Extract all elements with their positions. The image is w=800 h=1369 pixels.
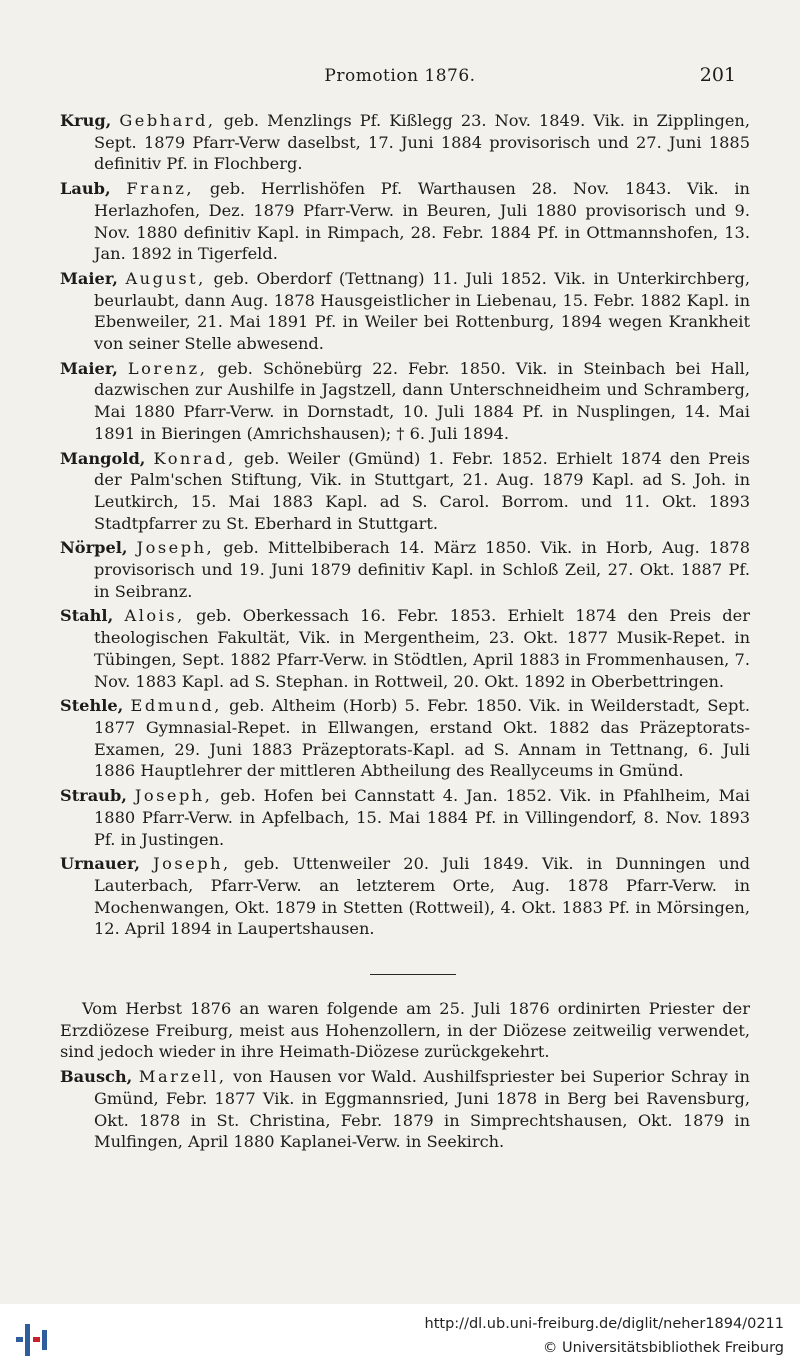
biography-entry bbox=[60, 1066, 750, 1153]
biography-entry bbox=[60, 695, 750, 782]
entry-text: geb. Uttenweiler 20. Juli 1849. Vik. in Dunningen und Lauterbach, Pfarr-Verw. an letzterem Orte, Aug. 1878 Pfarr-Verw. in Mochenwangen, Okt. 1879 in Stetten (Rottweil), 4. Okt. 1883 Pf. in Mörsingen, 12. April 1894 in Laupertshausen. bbox=[94, 854, 750, 939]
entry-surname: Maier, bbox=[60, 268, 118, 288]
entry-given-name: Marzell, bbox=[138, 1067, 227, 1087]
biography-entry bbox=[60, 537, 750, 602]
running-title: Promotion 1876. bbox=[324, 66, 476, 86]
entry-surname: Urnauer, bbox=[60, 854, 140, 874]
entry-text: geb. Weiler (Gmünd) 1. Febr. 1852. Erhielt 1874 den Preis der Palm'schen Stiftung, Vik. in Stuttgart, 21. Aug. 1879 Kapl. ad S. Joh. in Leutkirch, 15. Mai 1883 Kapl. ad S. Carol. Borrom. und 11. Okt. 1893 Stadtpfarrer zu St. Eberhard in Stuttgart. bbox=[94, 448, 750, 533]
entry-text: geb. Schönebürg 22. Febr. 1850. Vik. in Steinbach bei Hall, dazwischen zur Aushilfe in Jagstzell, dann Unterschneidheim und Schramberg, Mai 1880 Pfarr-Verw. in Dornstadt, 10. Juli 1884 Pf. in Nusplingen, 14. Mai 1891 in Bieringen (Amrichshausen); † 6. Juli 1894. bbox=[94, 358, 750, 443]
entry-given-name: Joseph, bbox=[134, 786, 213, 806]
entry-text: geb. Mittelbiberach 14. März 1850. Vik. in Horb, Aug. 1878 provisorisch und 19. Juni 1879 definitiv Kapl. in Schloß Zeil, 27. Okt. 1887 Pf. in Seibranz. bbox=[94, 538, 750, 601]
university-library-logo-icon bbox=[14, 1320, 54, 1360]
entry-given-name: Joseph, bbox=[153, 854, 231, 874]
page-header bbox=[0, 64, 800, 94]
permalink-url-link[interactable]: http://dl.ub.uni-freiburg.de/diglit/neher1894/0211 bbox=[424, 1316, 784, 1332]
entry-given-name: Franz, bbox=[126, 179, 195, 199]
biography-entry bbox=[60, 853, 750, 940]
entry-text: geb. Altheim (Horb) 5. Febr. 1850. Vik. in Weilderstadt, Sept. 1877 Gymnasial-Repet. in Ellwangen, erstand Okt. 1882 das Präzeptorats-Examen, 29. Juni 1883 Präzeptorats-Kapl. ad S. Annam in Tettnang, 6. Juli 1886 Hauptlehrer der mittleren Abtheilung des Reallyceums in Gmünd. bbox=[94, 696, 750, 781]
biography-entry bbox=[60, 110, 750, 175]
biography-entry bbox=[60, 448, 750, 535]
entry-given-name: Edmund, bbox=[130, 696, 222, 716]
section-divider bbox=[370, 974, 456, 975]
entry-surname: Stahl, bbox=[60, 606, 114, 626]
biography-entry bbox=[60, 358, 750, 445]
section-intro: Vom Herbst 1876 an waren folgende am 25. Juli 1876 ordinirten Priester der Erzdiözese Freiburg, meist aus Hohenzollern, in der Diözese zeitweilig verwendet, sind jedoch wieder in ihre Heimath-Diözese zurückgekehrt. bbox=[60, 999, 750, 1062]
biography-list bbox=[60, 110, 750, 943]
entry-given-name: August, bbox=[125, 268, 206, 288]
entry-text: geb. Hofen bei Cannstatt 4. Jan. 1852. Vik. in Pfahlheim, Mai 1880 Pfarr-Verw. in Apfelbach, 15. Mai 1884 Pf. in Villingendorf, 8. Nov. 1893 Pf. in Justingen. bbox=[94, 786, 750, 849]
biography-entry bbox=[60, 605, 750, 692]
entry-surname: Stehle, bbox=[60, 696, 124, 716]
entry-surname: Straub, bbox=[60, 786, 127, 806]
entry-surname: Mangold, bbox=[60, 448, 146, 468]
library-footer bbox=[0, 1304, 800, 1369]
freiburg-priests-section bbox=[60, 998, 750, 1156]
entry-text: geb. Menzlings Pf. Kißlegg 23. Nov. 1849. Vik. in Zipplingen, Sept. 1879 Pfarr-Verw daselbst, 17. Juni 1884 provisorisch und 27. Juni 1885 definitiv Pf. in Flochberg. bbox=[94, 111, 750, 174]
biography-entry bbox=[60, 268, 750, 355]
entry-given-name: Lorenz, bbox=[127, 358, 208, 378]
copyright-notice: © Universitätsbibliothek Freiburg bbox=[542, 1340, 784, 1356]
entry-given-name: Gebhard, bbox=[119, 111, 216, 130]
entry-surname: Laub, bbox=[60, 179, 111, 199]
biography-entry bbox=[60, 785, 750, 850]
entry-surname: Nörpel, bbox=[60, 538, 128, 558]
page-number: 201 bbox=[699, 64, 736, 86]
entry-given-name: Alois, bbox=[124, 606, 185, 626]
entry-given-name: Konrad, bbox=[153, 448, 236, 468]
entry-text: geb. Oberkessach 16. Febr. 1853. Erhielt 1874 den Preis der theologischen Fakultät, Vik. in Mergentheim, 23. Okt. 1877 Musik-Repet. in Tübingen, Sept. 1882 Pfarr-Verw. in Stödtlen, April 1883 in Frommenhausen, 7. Nov. 1883 Kapl. ad S. Stephan. in Rottweil, 20. Okt. 1892 in Oberbettringen. bbox=[94, 606, 750, 691]
entry-surname: Bausch, bbox=[60, 1067, 133, 1087]
biography-entry bbox=[60, 178, 750, 265]
entry-surname: Krug, bbox=[60, 111, 112, 130]
entry-text: von Hausen vor Wald. Aushilfspriester bei Superior Schray in Gmünd, Febr. 1877 Vik. in Eggmannsried, Juni 1878 in Berg bei Ravensburg, Okt. 1878 in St. Christina, Febr. 1879 in Simprechtshausen, Okt. 1879 in Mulfingen, April 1880 Kaplanei-Verw. in Seekirch. bbox=[94, 1067, 750, 1152]
entry-surname: Maier, bbox=[60, 358, 118, 378]
entry-given-name: Joseph, bbox=[136, 538, 215, 558]
entry-text: geb. Oberdorf (Tettnang) 11. Juli 1852. Vik. in Unterkirchberg, beurlaubt, dann Aug. 1878 Hausgeistlicher in Liebenau, 15. Febr. 1882 Kapl. in Ebenweiler, 21. Mai 1891 Pf. in Weiler bei Rottenburg, 1894 wegen Krankheit von seiner Stelle abwesend. bbox=[94, 268, 750, 354]
entry-text: geb. Herrlishöfen Pf. Warthausen 28. Nov. 1843. Vik. in Herlazhofen, Dez. 1879 Pfarr-Verw. in Beuren, Juli 1880 provisorisch und 9. Nov. 1880 definitiv Kapl. in Rimpach, 28. Febr. 1884 Pf. in Ottmannshofen, 13. Jan. 1892 in Tigerfeld. bbox=[94, 179, 750, 264]
